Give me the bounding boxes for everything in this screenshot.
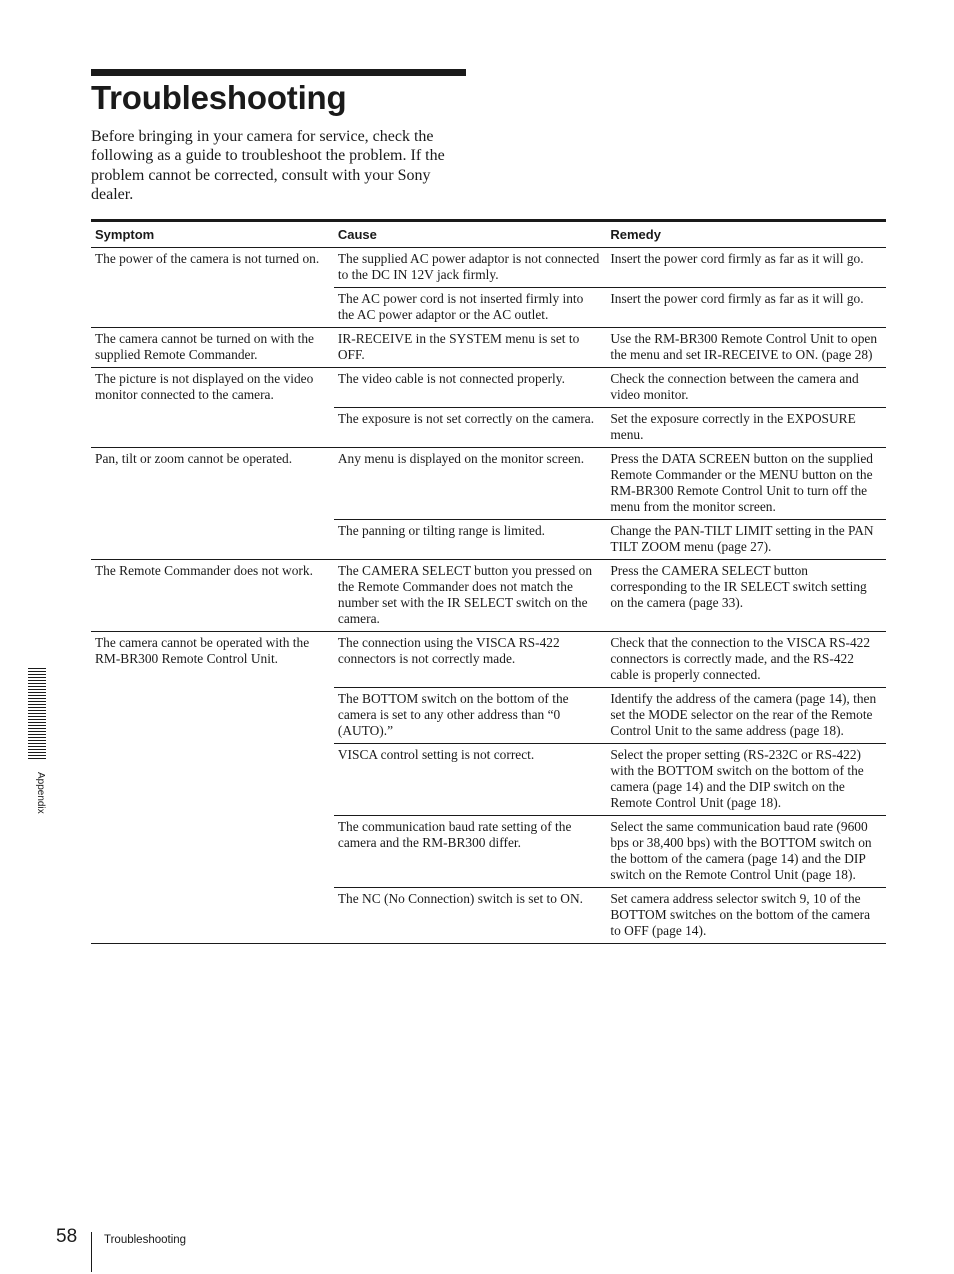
intro-paragraph: Before bringing in your camera for service, check the following as a guide to troubleshoot the problem. If the problem cannot be corrected, consult with your Sony dealer. <box>91 128 445 204</box>
remedy-cell: Identify the address of the camera (page 14), then set the MODE selector on the rear of the Remote Control Unit to the same address (page 18). <box>606 688 886 744</box>
page-number: 58 <box>56 1226 78 1247</box>
header-remedy: Remedy <box>606 221 886 248</box>
table-row <box>91 368 886 408</box>
cause-cell: The panning or tilting range is limited. <box>334 520 606 560</box>
cause-cell: The video cable is not connected properly. <box>334 368 606 408</box>
table-body <box>91 248 886 944</box>
cause-cell: Any menu is displayed on the monitor screen. <box>334 448 606 520</box>
side-thumb-tab <box>28 668 46 760</box>
remedy-cell: Insert the power cord firmly as far as it will go. <box>606 288 886 328</box>
cause-cell: The CAMERA SELECT button you pressed on the Remote Commander does not match the number set with the IR SELECT switch on the camera. <box>334 560 606 632</box>
cause-cell: IR-RECEIVE in the SYSTEM menu is set to OFF. <box>334 328 606 368</box>
remedy-cell: Press the CAMERA SELECT button corresponding to the IR SELECT switch setting on the camera (page 33). <box>606 560 886 632</box>
remedy-cell: Select the same communication baud rate (9600 bps or 38,400 bps) with the BOTTOM switch on the bottom of the camera (page 14) and the DIP switch on the Remote Control Unit (page 18). <box>606 816 886 888</box>
troubleshooting-table <box>91 219 886 944</box>
remedy-cell: Change the PAN-TILT LIMIT setting in the PAN TILT ZOOM menu (page 27). <box>606 520 886 560</box>
footer-divider <box>91 1232 92 1272</box>
symptom-cell: The picture is not displayed on the video monitor connected to the camera. <box>91 368 334 448</box>
title-rule <box>91 69 466 76</box>
table-row <box>91 560 886 632</box>
table-row <box>91 448 886 520</box>
footer-section-label: Troubleshooting <box>104 1234 187 1246</box>
symptom-cell: Pan, tilt or zoom cannot be operated. <box>91 448 334 560</box>
cause-cell: VISCA control setting is not correct. <box>334 744 606 816</box>
cause-cell: The exposure is not set correctly on the camera. <box>334 408 606 448</box>
remedy-cell: Use the RM-BR300 Remote Control Unit to open the menu and set IR-RECEIVE to ON. (page 28) <box>606 328 886 368</box>
cause-cell: The BOTTOM switch on the bottom of the camera is set to any other address than “0 (AUTO).” <box>334 688 606 744</box>
remedy-cell: Press the DATA SCREEN button on the supplied Remote Commander or the MENU button on the RM-BR300 Remote Control Unit to turn off the menu from the monitor screen. <box>606 448 886 520</box>
cause-cell: The AC power cord is not inserted firmly into the AC power adaptor or the AC outlet. <box>334 288 606 328</box>
symptom-cell: The camera cannot be turned on with the supplied Remote Commander. <box>91 328 334 368</box>
cause-cell: The NC (No Connection) switch is set to ON. <box>334 888 606 944</box>
cause-cell: The supplied AC power adaptor is not connected to the DC IN 12V jack firmly. <box>337 251 600 282</box>
cause-cell: The connection using the VISCA RS-422 connectors is not correctly made. <box>334 632 606 688</box>
remedy-cell: Select the proper setting (RS-232C or RS-422) with the BOTTOM switch on the bottom of the camera (page 14) and the DIP switch on the Remote Control Unit (page 18). <box>606 744 886 816</box>
table-header-row <box>91 221 886 248</box>
remedy-cell: Check the connection between the camera and video monitor. <box>606 368 886 408</box>
remedy-cell: Set the exposure correctly in the EXPOSURE menu. <box>606 408 886 448</box>
symptom-cell: The Remote Commander does not work. <box>91 560 334 632</box>
header-cause: Cause <box>334 221 606 248</box>
header-symptom: Symptom <box>91 221 334 248</box>
cause-cell: The communication baud rate setting of the camera and the RM-BR300 differ. <box>334 816 606 888</box>
table-row <box>91 248 886 288</box>
remedy-cell: Set camera address selector switch 9, 10 of the BOTTOM switches on the bottom of the camera to OFF (page 14). <box>606 888 886 944</box>
remedy-cell: Check that the connection to the VISCA RS-422 connectors is correctly made, and the RS-422 cable is properly connected. <box>606 632 886 688</box>
table-row <box>91 632 886 688</box>
side-tab-label: Appendix <box>35 772 46 814</box>
table-row <box>91 328 886 368</box>
symptom-cell: The power of the camera is not turned on. <box>95 251 320 266</box>
remedy-cell: Insert the power cord firmly as far as it will go. <box>610 251 864 266</box>
page-title: Troubleshooting <box>91 79 347 116</box>
symptom-cell: The camera cannot be operated with the RM-BR300 Remote Control Unit. <box>91 632 334 944</box>
